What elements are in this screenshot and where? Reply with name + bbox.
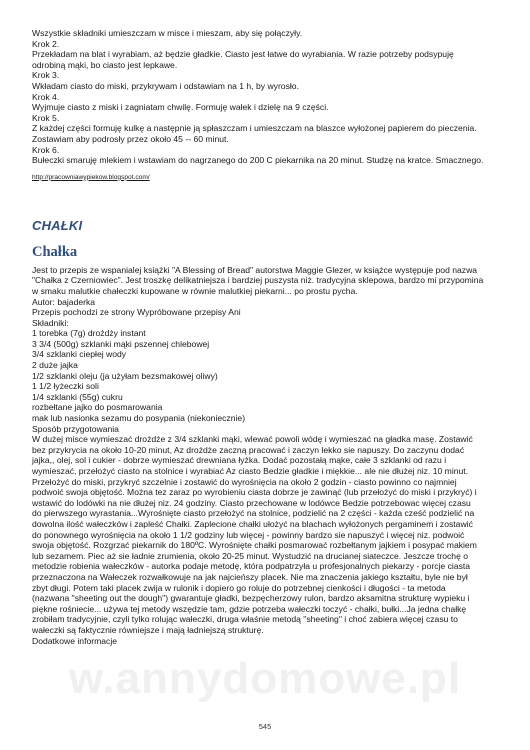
text-line: Przepis pochodzi ze strony Wypróbowane przepisy Ani bbox=[32, 307, 241, 318]
text-line: 3/4 szklanki ciepłej wody bbox=[32, 349, 127, 360]
text-line: Krok 6. bbox=[32, 144, 60, 155]
text-line: do ponownego wyrośnięcia na około 1 1/2 godziny lub więcej - powinny bardzo sie napuszyć i więcej niz. podwoić bbox=[32, 529, 465, 540]
text-line: zrobiłam tradycyjnie, czyli tylko rolując wałeczki, druga właśnie metodą "sheeting" i choć zabiera więcej czasu to bbox=[32, 614, 458, 625]
text-line: bez przykrycia na około 10-20 minut, Az drożdże zaczną pracować i zaczyn lekko sie napuszy. Do zaczynu dodać bbox=[32, 444, 465, 455]
text-line: Krok 2. bbox=[32, 38, 60, 49]
text-line: W dużej misce wymieszać drożdże z 3/4 szklanki mąki, wlewać powoli wódę i wymieszać na gładka masę. Zostawić bbox=[32, 434, 473, 445]
recipe-title: Chałka bbox=[32, 243, 78, 260]
top-block bbox=[32, 28, 500, 166]
text-line: piękne rośniecie... używa tej metody wszędzie tam, gdzie potrzeba wałeczki toczyć - chałki, bułki...Ja jedna chałkę bbox=[32, 603, 467, 614]
text-line: Przekładam na blat i wyrabiam, aż będzie gładkie. Ciasto jest łatwe do wyrabiania. W razie potrzeby podsypuję bbox=[32, 49, 454, 60]
text-line: Bułeczki smaruję mlekiem i wstawiam do nagrzanego do 200 C piekarnika na 20 minut. Studzę na kratce. Smacznego. bbox=[32, 155, 484, 166]
text-line: mak lub nasionka sezamu do posypania (niekoniecznie) bbox=[32, 413, 246, 424]
text-line: wymieszać, przełożyć ciasto na stolnice i wyrabiać Az ciasto Bedzie gładkie i miękkie... ale nie dłużej niz. 10 minut. bbox=[32, 466, 469, 476]
text-line: Sposób przygotowania bbox=[32, 423, 119, 434]
text-line: Z każdej części formuję kulkę a następnie ją spłaszczam i umieszczam na blaszce wyłożonej papierem do pieczenia. bbox=[32, 123, 477, 134]
text-line: (nazwana "sheeting out the dough") gwarantuje gładki, bezpęcherzowy rulon, bardzo aksamitna strukturę wypieku i bbox=[32, 593, 470, 604]
text-line: zbyt długi. Potem taki placek zwija w rulonik i dopiero go roluje do potrzebnej cienkości i długości - ta metoda bbox=[32, 582, 446, 593]
text-line: w smaku malutkie chałeczki kupowane w równie malutkiej piekarni... po prostu pycha. bbox=[32, 285, 358, 296]
document-page bbox=[32, 28, 500, 646]
text-line: 2 duże jajka bbox=[32, 360, 78, 371]
section-heading: CHAŁKI bbox=[32, 217, 83, 233]
text-line: wstawić do lodówki na nie dłużej niz. 24 godziny. Ciasto przechowane w lodówce Bedzie potrzebowac więcej czasu bbox=[32, 497, 471, 508]
text-line: przeznaczona na Wałeczek rozwałkowuje na jak najcieńszy placek. Nie ma znaczenia jakiego kształtu, byle nie był bbox=[32, 571, 468, 582]
watermark-text: w.annydomowe.pl bbox=[68, 654, 462, 703]
text-line: Krok 4. bbox=[32, 91, 60, 102]
text-line: wałeczki są faktycznie równiejsze i mają ładniejszą strukturę. bbox=[32, 624, 264, 635]
text-line: Zostawiam aby podrosły przez około 45 -- 60 minut. bbox=[32, 133, 229, 144]
recipe-body bbox=[32, 265, 500, 646]
text-line: 1 torebka (7g) drożdży instant bbox=[32, 328, 146, 339]
text-line: Wkładam ciasto do miski, przykrywam i odstawiam na 1 h, by wyrosło. bbox=[32, 80, 299, 91]
text-line: Jest to przepis ze wspanialej książki "A Blessing of Bread" autorstwa Maggie Glezer, w książce występuje pod nazwa bbox=[32, 264, 478, 275]
text-line: 1 1/2 łyżeczki soli bbox=[32, 381, 99, 392]
text-line: 1/4 szklanki (55g) cukru bbox=[32, 391, 123, 402]
source-link[interactable]: http://pracowniawypiekow.blogspot.com/ bbox=[32, 173, 150, 181]
text-line: Wyjmuje ciasto z miski i zagniatam chwilę. Formuję wałek i dzielę na 9 części. bbox=[32, 102, 329, 113]
text-line: rozbełtane jajko do posmarowania bbox=[32, 402, 163, 413]
text-line: Krok 5. bbox=[32, 112, 60, 123]
text-line: odrobiną mąki, bo ciasto jest lepkawe. bbox=[32, 59, 178, 70]
text-line: Wszystkie składniki umieszczam w misce i mieszam, aby się połączyły. bbox=[32, 28, 303, 38]
text-line: dowolna ilość wałeczków i zapleść Chałki. Zaplecione chałki ułożyć na blachach wyłożonych pergaminem i zostawić bbox=[32, 518, 473, 529]
text-line: lub sezamem. Piec aż sie ładnie zrumienia, około 20-25 minut. Wystudzić na drucianej siateczce. Jeszcze trochę o bbox=[32, 550, 469, 561]
text-line: metodzie robienia wałeczków - autorka podaje metodę, która podpatrzyła u profesjonalnych piekarzy - porcje ciasta bbox=[32, 561, 471, 572]
page-number: 545 bbox=[258, 722, 272, 731]
text-line: Krok 3. bbox=[32, 70, 60, 81]
text-line: jajka,, olej, sol i cukier - dobrze wymieszać drewniana łyżka. Dodać pozostałą mąke, całe 3 szklanki od razu i bbox=[32, 455, 447, 466]
text-line: Składniki: bbox=[32, 317, 69, 328]
text-line: 1/2 szklanki oleju (ja użyłam bezsmakowej oliwy) bbox=[32, 370, 218, 381]
text-line: "Chałka z Czerniowiec". Jest troszkę delikatniejsza i bardziej puszysta niż. tradycyjna sklepowa, bardzo mi przypomina bbox=[32, 275, 484, 286]
text-line: do pierwszego wyrastania...Wyrośnięte ciasto przełożyć na stolnice, podzielić na 2 części - każda cześć podzielić na bbox=[32, 508, 475, 519]
text-line: Dodatkowe informacje bbox=[32, 635, 118, 646]
text-line: swoja objętość. Rozgrzać piekarnik do 180ºC. Wyrośnięte chałki posmarować rozbełtanym jajkiem i posypać makiem bbox=[32, 540, 477, 551]
text-line: Autor: bajaderka bbox=[32, 296, 96, 307]
text-line: Przełożyć do miski, przykryć szczelnie i zostawić do wyrośnięcia na około 2 godzin - ciasto powinno co najmniej bbox=[32, 476, 457, 487]
text-line: podwoić swoja objętość. Można tez zaraz po wyrobieniu ciasta dobrze je zawinąć (lub przełożyć do miski i przykryć) i bbox=[32, 487, 477, 498]
text-line: 3 3/4 (500g) szklanki mąki pszennej chlebowej bbox=[32, 338, 210, 349]
